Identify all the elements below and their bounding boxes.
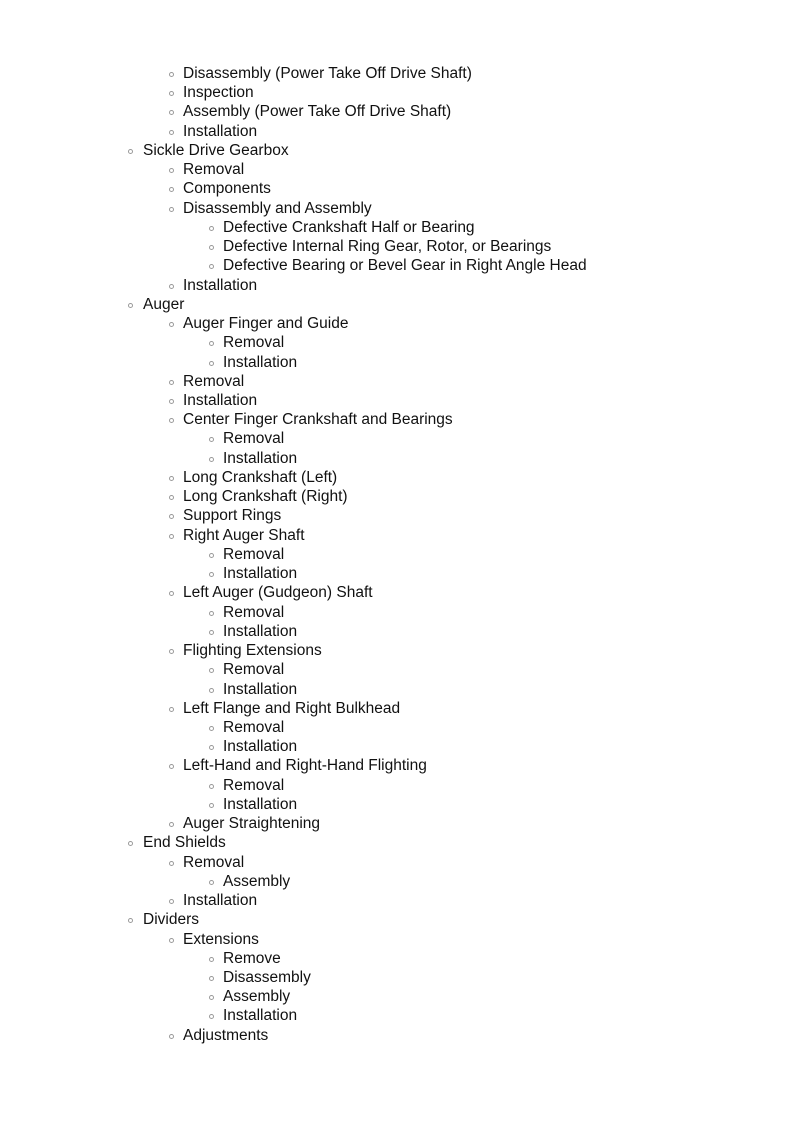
toc-item[interactable] — [0, 295, 794, 314]
toc-item[interactable] — [0, 987, 794, 1006]
toc-item-label: Removal — [183, 161, 245, 179]
bullet-icon — [209, 437, 214, 442]
toc-item[interactable] — [0, 353, 794, 372]
bullet-icon — [169, 72, 174, 77]
toc-item[interactable] — [0, 487, 794, 506]
bullet-icon — [209, 803, 214, 808]
bullet-icon — [128, 918, 133, 923]
toc-item[interactable] — [0, 949, 794, 968]
toc-item-label: Support Rings — [183, 507, 282, 525]
toc-item-label: Assembly — [223, 872, 291, 890]
toc-item[interactable] — [0, 795, 794, 814]
toc-item[interactable] — [0, 583, 794, 602]
toc-item-label: Defective Bearing or Bevel Gear in Right Angle Head — [223, 257, 587, 275]
bullet-icon — [209, 957, 214, 962]
bullet-icon — [169, 418, 174, 423]
bullet-icon — [128, 149, 133, 154]
toc-item[interactable] — [0, 968, 794, 987]
bullet-icon — [209, 226, 214, 231]
toc-item-label: Left-Hand and Right-Hand Flighting — [183, 757, 427, 775]
bullet-icon — [209, 1014, 214, 1019]
toc-item[interactable] — [0, 199, 794, 218]
bullet-icon — [209, 457, 214, 462]
toc-item-label: Inspection — [183, 84, 254, 102]
toc-item-label: Installation — [183, 276, 258, 294]
toc-item-label: Removal — [223, 603, 285, 621]
toc-item-label: Disassembly — [223, 969, 311, 987]
toc-item-label: Defective Internal Ring Gear, Rotor, or Bearings — [223, 238, 552, 256]
bullet-icon — [169, 284, 174, 289]
toc-item[interactable] — [0, 391, 794, 410]
bullet-icon — [169, 1034, 174, 1039]
toc-item[interactable] — [0, 872, 794, 891]
toc-item[interactable] — [0, 506, 794, 525]
toc-item[interactable] — [0, 333, 794, 352]
toc-item[interactable] — [0, 776, 794, 795]
bullet-icon — [209, 611, 214, 616]
bullet-icon — [169, 861, 174, 866]
toc-item[interactable] — [0, 429, 794, 448]
toc-item-label: End Shields — [143, 834, 226, 852]
toc-item[interactable] — [0, 853, 794, 872]
toc-item[interactable] — [0, 449, 794, 468]
toc-item-label: Left Auger (Gudgeon) Shaft — [183, 584, 373, 602]
bullet-icon — [209, 726, 214, 731]
toc-item-label: Disassembly (Power Take Off Drive Shaft) — [183, 65, 472, 82]
toc-item[interactable] — [0, 83, 794, 102]
toc-item-label: Defective Crankshaft Half or Bearing — [223, 218, 475, 236]
toc-item[interactable] — [0, 545, 794, 564]
toc-item-label: Installation — [223, 449, 298, 467]
toc-item[interactable] — [0, 1006, 794, 1025]
bullet-icon — [169, 591, 174, 596]
toc-item[interactable] — [0, 699, 794, 718]
toc-item[interactable] — [0, 468, 794, 487]
toc-item-label: Removal — [223, 430, 285, 448]
toc-item-label: Long Crankshaft (Left) — [183, 468, 338, 486]
bullet-icon — [209, 745, 214, 750]
toc-item[interactable] — [0, 641, 794, 660]
toc-item[interactable] — [0, 718, 794, 737]
toc-item[interactable] — [0, 526, 794, 545]
bullet-icon — [169, 938, 174, 943]
bullet-icon — [169, 187, 174, 192]
toc-item-label: Removal — [223, 545, 285, 563]
toc-item[interactable] — [0, 276, 794, 295]
toc-item-label: Long Crankshaft (Right) — [183, 488, 348, 506]
toc-item[interactable] — [0, 603, 794, 622]
toc-item-label: Extensions — [183, 930, 259, 948]
bullet-icon — [209, 995, 214, 1000]
toc-item[interactable] — [0, 756, 794, 775]
bullet-icon — [209, 784, 214, 789]
toc-item-label: Removal — [223, 334, 285, 352]
toc-item[interactable] — [0, 256, 794, 275]
toc-item[interactable] — [0, 930, 794, 949]
toc-item[interactable] — [0, 122, 794, 141]
toc-item-label: Left Flange and Right Bulkhead — [183, 699, 401, 717]
toc-item-label: Installation — [183, 892, 258, 910]
bullet-icon — [209, 553, 214, 558]
toc-item[interactable] — [0, 179, 794, 198]
toc-item-label: Disassembly and Assembly — [183, 199, 372, 217]
toc-item[interactable] — [0, 64, 794, 83]
bullet-icon — [169, 130, 174, 135]
bullet-icon — [169, 91, 174, 96]
bullet-icon — [209, 976, 214, 981]
toc-item-label: Installation — [223, 565, 298, 583]
toc-item[interactable] — [0, 102, 794, 121]
bullet-icon — [209, 264, 214, 269]
toc-item-label: Installation — [223, 738, 298, 756]
table-of-contents — [0, 64, 794, 1045]
bullet-icon — [209, 572, 214, 577]
toc-item-label: Installation — [223, 795, 298, 813]
toc-item[interactable] — [0, 160, 794, 179]
bullet-icon — [169, 534, 174, 539]
toc-item-label: Remove — [223, 949, 281, 967]
toc-item-label: Adjustments — [183, 1026, 269, 1044]
bullet-icon — [128, 841, 133, 846]
toc-item[interactable] — [0, 660, 794, 679]
toc-item-label: Center Finger Crankshaft and Bearings — [183, 411, 453, 429]
toc-item-label: Dividers — [143, 911, 199, 929]
toc-item[interactable] — [0, 410, 794, 429]
toc-item-label: Auger Finger and Guide — [183, 315, 349, 333]
bullet-icon — [209, 245, 214, 250]
bullet-icon — [169, 399, 174, 404]
toc-item-label: Removal — [183, 853, 245, 871]
toc-item-label: Right Auger Shaft — [183, 526, 305, 544]
toc-item-label: Flighting Extensions — [183, 642, 322, 660]
toc-item-label: Sickle Drive Gearbox — [143, 141, 289, 159]
toc-item-label: Assembly (Power Take Off Drive Shaft) — [183, 103, 452, 121]
bullet-icon — [209, 668, 214, 673]
bullet-icon — [209, 361, 214, 366]
bullet-icon — [169, 707, 174, 712]
bullet-icon — [169, 207, 174, 212]
toc-item-label: Installation — [223, 680, 298, 698]
toc-item[interactable] — [0, 622, 794, 641]
toc-item-label: Assembly — [223, 988, 291, 1006]
toc-item[interactable] — [0, 833, 794, 852]
toc-item[interactable] — [0, 141, 794, 160]
toc-item[interactable] — [0, 680, 794, 699]
toc-item-label: Installation — [183, 122, 258, 140]
bullet-icon — [209, 630, 214, 635]
bullet-icon — [169, 649, 174, 654]
toc-item-label: Components — [183, 180, 271, 198]
toc-item-label: Installation — [183, 391, 258, 409]
toc-item[interactable] — [0, 891, 794, 910]
toc-item[interactable] — [0, 814, 794, 833]
bullet-icon — [169, 168, 174, 173]
bullet-icon — [169, 899, 174, 904]
bullet-icon — [169, 764, 174, 769]
toc-item-label: Installation — [223, 622, 298, 640]
toc-item-label: Removal — [223, 661, 285, 679]
bullet-icon — [209, 688, 214, 693]
bullet-icon — [169, 822, 174, 827]
bullet-icon — [169, 514, 174, 519]
toc-item[interactable] — [0, 314, 794, 333]
toc-item[interactable] — [0, 237, 794, 256]
toc-item-label: Installation — [223, 353, 298, 371]
toc-item-label: Installation — [223, 1007, 298, 1025]
toc-item[interactable] — [0, 737, 794, 756]
toc-item[interactable] — [0, 218, 794, 237]
toc-item-label: Auger — [143, 295, 185, 313]
toc-item-label: Removal — [223, 718, 285, 736]
toc-item[interactable] — [0, 564, 794, 583]
bullet-icon — [169, 495, 174, 500]
toc-item[interactable] — [0, 372, 794, 391]
toc-item-label: Removal — [183, 372, 245, 390]
toc-item[interactable] — [0, 1026, 794, 1045]
bullet-icon — [169, 380, 174, 385]
toc-item-label: Removal — [223, 776, 285, 794]
bullet-icon — [209, 880, 214, 885]
bullet-icon — [169, 110, 174, 115]
bullet-icon — [128, 303, 133, 308]
bullet-icon — [169, 322, 174, 327]
toc-item[interactable] — [0, 910, 794, 929]
toc-item-label: Auger Straightening — [183, 815, 321, 833]
bullet-icon — [209, 341, 214, 346]
bullet-icon — [169, 476, 174, 481]
